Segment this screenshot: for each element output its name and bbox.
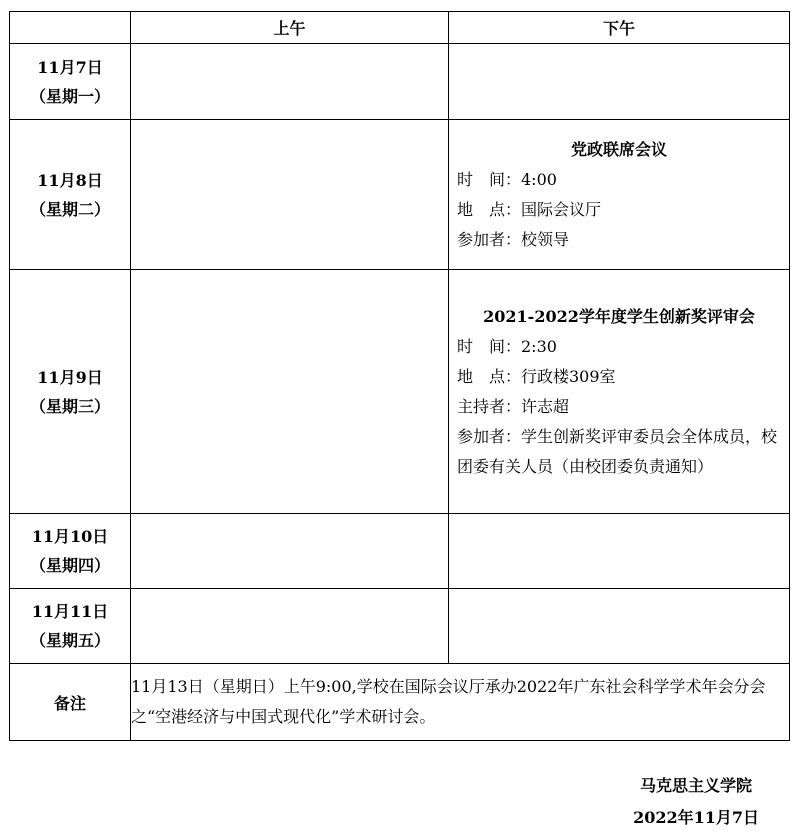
- day-weekday: （星期四）: [29, 556, 110, 575]
- day-cell: [10, 44, 131, 120]
- event-place: 地 点：国际会议厅: [457, 199, 602, 219]
- day-date: 11月11日: [31, 602, 109, 621]
- morning-cell: [131, 589, 449, 664]
- afternoon-cell: [449, 44, 790, 120]
- note-row: [10, 664, 790, 741]
- header-blank: [10, 12, 131, 44]
- header-row: [10, 12, 790, 44]
- day-cell: [10, 514, 131, 589]
- afternoon-cell: [449, 589, 790, 664]
- event-time: 时 间：2:30: [457, 336, 557, 356]
- day-cell: [10, 270, 131, 514]
- table-row: [10, 44, 790, 120]
- morning-cell: [131, 120, 449, 270]
- event-attendees: 参加者：校领导: [457, 229, 570, 249]
- event-block: [449, 135, 789, 255]
- note-label: 备注: [10, 664, 131, 741]
- event-block: [449, 302, 789, 482]
- morning-cell: [131, 270, 449, 514]
- morning-cell: [131, 514, 449, 589]
- afternoon-cell: [449, 270, 790, 514]
- afternoon-cell: [449, 120, 790, 270]
- header-morning: 上午: [131, 12, 449, 44]
- event-time: 时 间：4:00: [457, 169, 557, 189]
- note-text: 11月13日（星期日）上午9:00,学校在国际会议厅承办2022年广东社会科学学术年会分会之“空港经济与中国式现代化”学术研讨会。: [131, 664, 790, 741]
- afternoon-cell: [449, 514, 790, 589]
- event-host: 主持者：许志超: [457, 396, 570, 416]
- day-weekday: （星期三）: [29, 396, 110, 416]
- signature-date: 2022年11月7日: [633, 808, 759, 827]
- table-row: [10, 589, 790, 664]
- day-weekday: （星期二）: [29, 199, 110, 219]
- day-date: 11月7日: [37, 57, 103, 77]
- weekly-schedule-table: [9, 11, 790, 741]
- day-weekday: （星期一）: [29, 86, 110, 106]
- event-place: 地 点：行政楼309室: [457, 366, 616, 386]
- signature-block: [633, 770, 759, 834]
- day-cell: [10, 589, 131, 664]
- event-title: 党政联席会议: [570, 139, 667, 159]
- event-title: 2021-2022学年度学生创新奖评审会: [483, 306, 755, 326]
- header-afternoon: 下午: [449, 12, 790, 44]
- day-cell: [10, 120, 131, 270]
- table-row: [10, 270, 790, 514]
- day-date: 11月10日: [31, 527, 109, 546]
- day-weekday: （星期五）: [29, 631, 110, 650]
- day-date: 11月9日: [37, 367, 103, 387]
- table-row: [10, 514, 790, 589]
- morning-cell: [131, 44, 449, 120]
- day-date: 11月8日: [37, 170, 103, 190]
- table-row: [10, 120, 790, 270]
- event-attendees: 参加者：学生创新奖评审委员会全体成员，校团委有关人员（由校团委负责通知）: [457, 426, 778, 476]
- signature-org: 马克思主义学院: [640, 776, 753, 795]
